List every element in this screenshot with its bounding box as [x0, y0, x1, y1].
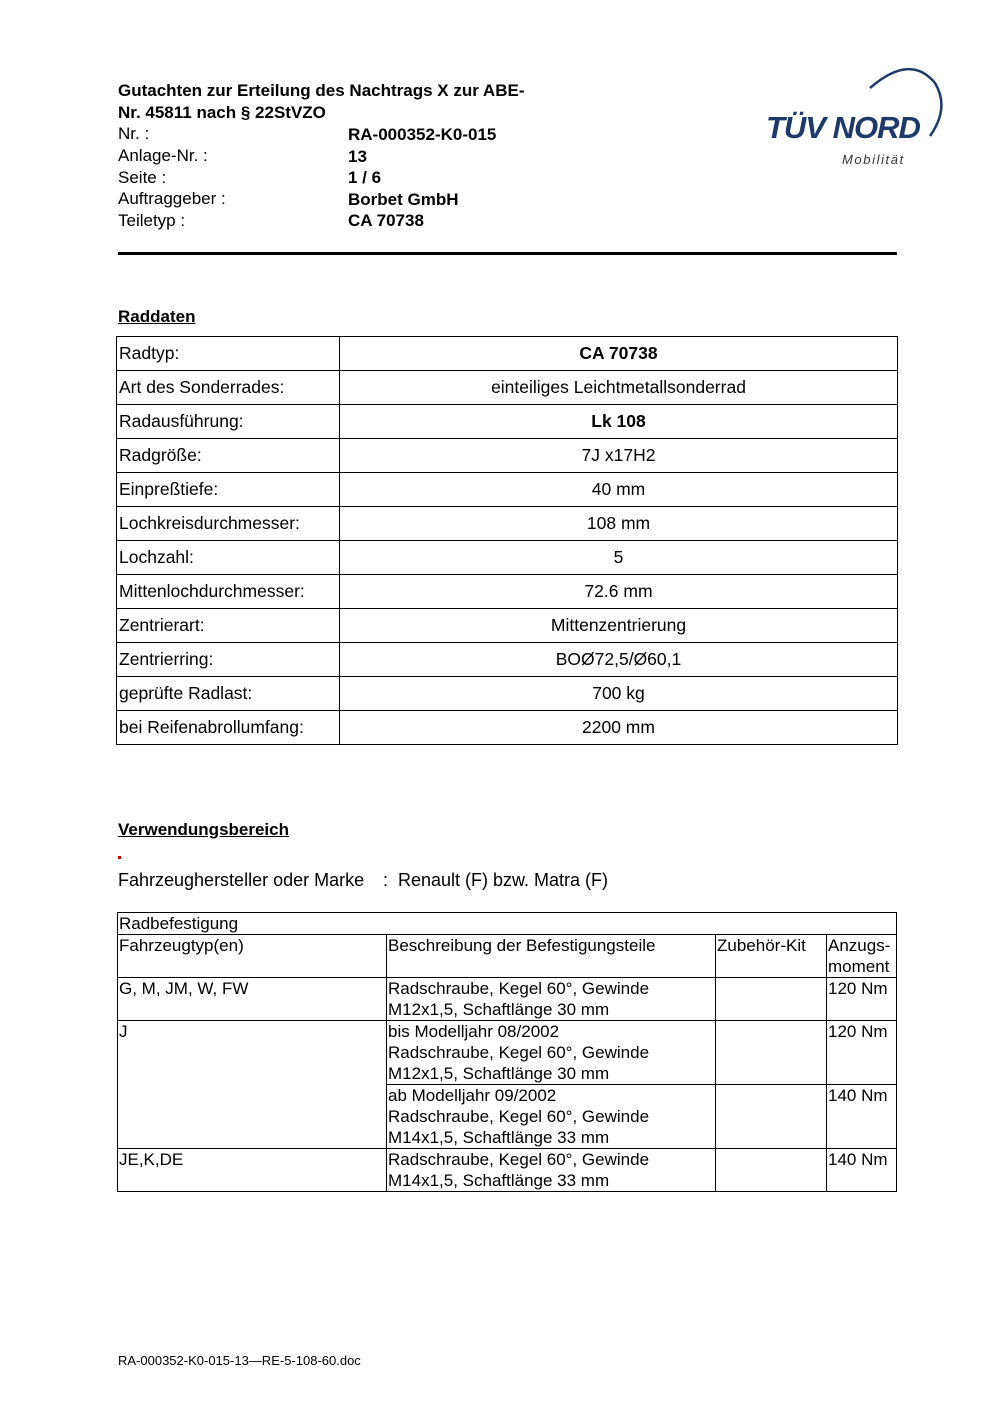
beschreibung-line: bis Modelljahr 08/2002: [388, 1022, 560, 1041]
header-anzugsmoment-line1: Anzugs-: [828, 936, 891, 955]
beschreibung-line: Radschraube, Kegel 60°, Gewinde: [388, 979, 650, 998]
title-line-1: Gutachten zur Erteilung des Nachtrags X zur ABE-: [118, 81, 525, 100]
beschreibung-line: M14x1,5, Schaftlänge 33 mm: [388, 1128, 610, 1147]
row-label: Zentrierring:: [117, 643, 340, 677]
row-label: geprüfte Radlast:: [117, 677, 340, 711]
table-row: [117, 337, 898, 371]
cell-beschreibung: [387, 1021, 716, 1085]
row-label: Radausführung:: [117, 405, 340, 439]
header-fahrzeugtyp: Fahrzeugtyp(en): [118, 935, 387, 978]
cell-moment: 140 Nm: [827, 1085, 897, 1149]
table-row: [117, 677, 898, 711]
value-nr: RA-000352-K0-015: [348, 125, 497, 144]
logo-brand: TÜV NORD: [766, 110, 920, 145]
cell-beschreibung: [387, 1149, 716, 1192]
cell-fahrzeugtyp: G, M, JM, W, FW: [118, 978, 387, 1021]
row-label: bei Reifenabrollumfang:: [117, 711, 340, 745]
beschreibung-line: Radschraube, Kegel 60°, Gewinde: [388, 1107, 650, 1126]
table-row: [117, 371, 898, 405]
cell-kit: [716, 1021, 827, 1085]
header-anzugsmoment-line2: moment: [828, 957, 890, 976]
header-divider: [118, 252, 897, 255]
tuv-nord-logo: [760, 58, 945, 173]
table-row: [118, 1149, 897, 1192]
table-row: [117, 507, 898, 541]
row-label: Lochkreisdurchmesser:: [117, 507, 340, 541]
cell-fahrzeugtyp: J: [118, 1021, 387, 1149]
header-beschreibung: Beschreibung der Befestigungsteile: [387, 935, 716, 978]
row-value: 108 mm: [340, 507, 898, 541]
label-auftraggeber: Auftraggeber :: [118, 189, 226, 208]
value-anlage: 13: [348, 147, 367, 166]
cell-moment: 140 Nm: [827, 1149, 897, 1192]
document-title: [118, 80, 525, 124]
raddaten-heading: Raddaten: [118, 307, 196, 326]
row-value: Lk 108: [340, 405, 898, 439]
cell-kit: [716, 978, 827, 1021]
table-row: [117, 439, 898, 473]
table-row: [117, 609, 898, 643]
logo-subtitle: Mobilität: [842, 152, 905, 167]
marker-dot: [118, 856, 121, 859]
footer-filename: RA-000352-K0-015-13—RE-5-108-60.doc: [118, 1353, 361, 1368]
label-anlage: Anlage-Nr. :: [118, 146, 208, 165]
table-row: [117, 473, 898, 507]
cell-beschreibung: [387, 1085, 716, 1149]
value-teiletyp: CA 70738: [348, 211, 424, 230]
row-value: CA 70738: [340, 337, 898, 371]
header-anzugsmoment: [827, 935, 897, 978]
hersteller-label: Fahrzeughersteller oder Marke: [118, 870, 365, 890]
row-label: Art des Sonderrades:: [117, 371, 340, 405]
cell-moment: 120 Nm: [827, 978, 897, 1021]
row-label: Lochzahl:: [117, 541, 340, 575]
cell-kit: [716, 1149, 827, 1192]
row-value: 7J x17H2: [340, 439, 898, 473]
beschreibung-line: Radschraube, Kegel 60°, Gewinde: [388, 1043, 650, 1062]
header-zubehoer-kit: Zubehör-Kit: [716, 935, 827, 978]
label-nr: Nr. :: [118, 124, 150, 143]
raddaten-table: [116, 336, 898, 745]
row-value: einteiliges Leichtmetallsonderrad: [340, 371, 898, 405]
row-value: 72.6 mm: [340, 575, 898, 609]
beschreibung-line: M12x1,5, Schaftlänge 30 mm: [388, 1000, 610, 1019]
row-label: Zentrierart:: [117, 609, 340, 643]
row-value: 700 kg: [340, 677, 898, 711]
beschreibung-line: Radschraube, Kegel 60°, Gewinde: [388, 1150, 650, 1169]
cell-kit: [716, 1085, 827, 1149]
beschreibung-line: M14x1,5, Schaftlänge 33 mm: [388, 1171, 610, 1190]
row-value: Mittenzentrierung: [340, 609, 898, 643]
row-label: Radgröße:: [117, 439, 340, 473]
table-row: [117, 405, 898, 439]
row-value: BOØ72,5/Ø60,1: [340, 643, 898, 677]
beschreibung-line: M12x1,5, Schaftlänge 30 mm: [388, 1064, 610, 1083]
row-value: 2200 mm: [340, 711, 898, 745]
hersteller-separator: :: [383, 870, 389, 890]
table-row: [118, 978, 897, 1021]
befestigung-table: [117, 912, 897, 1192]
cell-moment: 120 Nm: [827, 1021, 897, 1085]
table-row: [117, 643, 898, 677]
cell-fahrzeugtyp: JE,K,DE: [118, 1149, 387, 1192]
table-row: [117, 541, 898, 575]
hersteller-value: Renault (F) bzw. Matra (F): [398, 870, 609, 890]
row-value: 5: [340, 541, 898, 575]
label-seite: Seite :: [118, 168, 167, 187]
table-row: [118, 913, 897, 935]
row-label: Radtyp:: [117, 337, 340, 371]
table-header-row: [118, 935, 897, 978]
table-row: [117, 575, 898, 609]
cell-beschreibung: [387, 978, 716, 1021]
table-row: [117, 711, 898, 745]
verwendung-heading: Verwendungsbereich: [118, 820, 289, 839]
value-seite: 1 / 6: [348, 168, 382, 187]
title-line-2: Nr. 45811 nach § 22StVZO: [118, 103, 326, 122]
row-label: Einpreßtiefe:: [117, 473, 340, 507]
beschreibung-line: ab Modelljahr 09/2002: [388, 1086, 557, 1105]
table-row: [118, 1021, 897, 1085]
row-label: Mittenlochdurchmesser:: [117, 575, 340, 609]
value-auftraggeber: Borbet GmbH: [348, 190, 459, 209]
label-teiletyp: Teiletyp :: [118, 211, 186, 230]
befestigung-title: Radbefestigung: [118, 913, 897, 935]
row-value: 40 mm: [340, 473, 898, 507]
